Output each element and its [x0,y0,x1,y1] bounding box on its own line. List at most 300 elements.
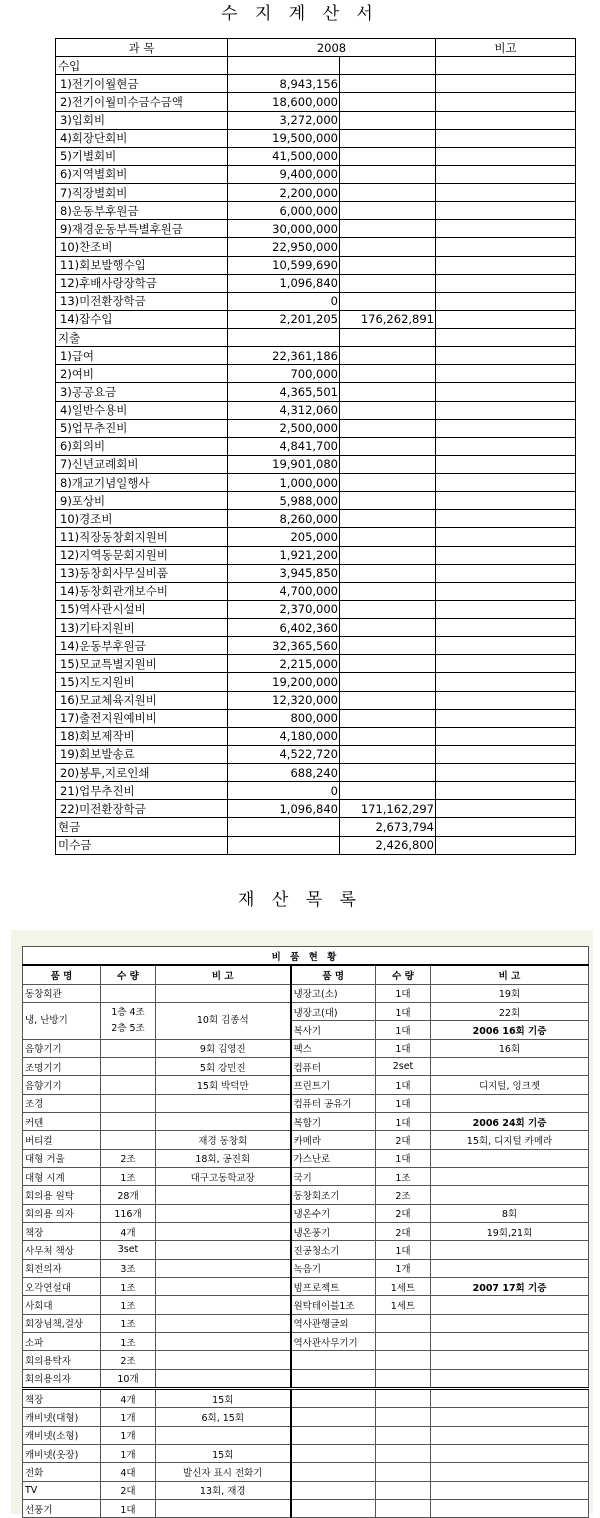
inventory-row [23,1112,589,1130]
item-note [156,1241,291,1259]
inventory-row [23,1481,589,1499]
remark-cell [436,764,576,782]
item-name: 3)입회비 [56,111,228,129]
remark-cell [436,437,576,455]
item-qty [101,1112,156,1130]
item-qty: 1대 [376,1149,431,1167]
item-qty [376,1351,431,1369]
item-amount: 1,921,200 [228,546,340,564]
item-name: 음향기기 [23,1039,101,1057]
item-name: 11)직장동창회지원비 [56,528,228,546]
item-qty [376,1499,431,1517]
expense-section-label: 지출 [56,329,228,347]
item-note: 18회, 공진회 [156,1149,291,1167]
item-name: 4)회장단회비 [56,129,228,147]
item-amount: 22,950,000 [228,238,340,256]
remark-cell [436,637,576,655]
total-cell [340,57,436,75]
item-qty [101,1057,156,1075]
item-name [291,1369,376,1388]
income-section-row [56,57,576,75]
inventory-row [23,1222,589,1240]
item-name: 커텐 [23,1112,101,1130]
income-item-row [56,184,576,202]
item-note [156,1094,291,1112]
item-qty [376,1388,431,1407]
section-total [340,165,436,183]
item-name [291,1499,376,1517]
item-name: 7)신년교례회비 [56,455,228,473]
item-note [156,1499,291,1517]
section-total [340,655,436,673]
item-qty: 1조 [101,1277,156,1295]
item-name: 냉장고(소) [291,984,376,1002]
remark-cell [436,510,576,528]
remark-cell [436,202,576,220]
item-qty: 4개 [101,1222,156,1240]
expense-item-row [56,764,576,782]
item-name: 6)회의비 [56,437,228,455]
item-note [431,1186,589,1204]
item-amount: 3,945,850 [228,564,340,582]
item-amount: 18,600,000 [228,93,340,111]
item-name: 8)운동부후원금 [56,202,228,220]
item-qty: 1대 [376,984,431,1002]
item-name: 원탁테이블1조 [291,1296,376,1314]
item-qty: 1대 [376,1002,431,1020]
expense-item-row [56,691,576,709]
income-item-row [56,129,576,147]
remark-cell [436,184,576,202]
expense-item-row [56,492,576,510]
item-amount: 1,000,000 [228,474,340,492]
item-name: 8)개교기념일행사 [56,474,228,492]
item-qty: 1대 [376,1039,431,1057]
remark-cell [436,329,576,347]
expense-item-row [56,546,576,564]
income-item-row [56,274,576,292]
item-name: 15)역사관시설비 [56,600,228,618]
income-item-row [56,256,576,274]
remark-cell [436,455,576,473]
inventory-caption-row [23,947,589,966]
item-amount: 6,402,360 [228,619,340,637]
remark-cell [436,347,576,365]
item-note [431,1314,589,1332]
remark-cell [436,818,576,836]
item-amount: 30,000,000 [228,220,340,238]
item-qty: 4대 [101,1463,156,1481]
expense-item-row [56,655,576,673]
item-qty: 2조 [101,1351,156,1369]
item-qty: 1세트 [376,1296,431,1314]
expense-item-row [56,347,576,365]
item-name: 14)잡수입 [56,310,228,328]
remark-cell [436,129,576,147]
item-amount: 2,215,000 [228,655,340,673]
item-name: 1)급여 [56,347,228,365]
expense-item-row [56,582,576,600]
note-header: 비 고 [156,965,291,984]
expense-item-row [56,383,576,401]
item-qty [376,1369,431,1388]
item-note [431,1167,589,1185]
item-amount: 8,260,000 [228,510,340,528]
item-qty [101,1039,156,1057]
item-qty: 2대 [376,1222,431,1240]
item-note: 15회, 디지털 카메라 [431,1131,589,1149]
remark-cell [436,401,576,419]
section-total [340,75,436,93]
section-total [340,437,436,455]
remark-cell [436,564,576,582]
section-total [340,220,436,238]
income-item-row [56,220,576,238]
item-qty: 116개 [101,1204,156,1222]
item-name: 팩스 [291,1039,376,1057]
section-total [340,528,436,546]
item-note: 디지털, 잉크젯 [431,1076,589,1094]
item-note: 2006 16회 기증 [431,1021,589,1039]
item-name: 음향기기 [23,1076,101,1094]
remark-cell [436,528,576,546]
item-name: 12)지역동문회지원비 [56,546,228,564]
expense-item-row [56,619,576,637]
item-name: 10)경조비 [56,510,228,528]
remark-cell [436,111,576,129]
item-note [156,984,291,1002]
item-name: 회의용의자 [23,1369,101,1388]
item-name: 17)출전지원예비비 [56,709,228,727]
item-amount: 205,000 [228,528,340,546]
item-qty: 1조 [101,1332,156,1350]
item-note: 15회 박덕만 [156,1076,291,1094]
item-qty: 1층 4조 2층 5조 [101,1002,156,1039]
item-note [431,1241,589,1259]
item-qty: 1개 [101,1408,156,1426]
amount-cell [228,818,340,836]
item-qty [376,1481,431,1499]
inventory-row [23,1369,589,1388]
item-name [291,1481,376,1499]
item-note: 대구고동학교장 [156,1167,291,1185]
item-note: 발신자 표시 전화기 [156,1463,291,1481]
item-note [431,1259,589,1277]
qty-header: 수 량 [376,965,431,984]
income-item-row [56,310,576,328]
item-qty: 2조 [101,1149,156,1167]
inventory-row [23,1463,589,1481]
item-name: 역사관행글외 [291,1314,376,1332]
remark-cell [436,582,576,600]
remark-cell [436,93,576,111]
item-note: 22회 [431,1002,589,1020]
item-name: 전화 [23,1463,101,1481]
section-total [340,365,436,383]
item-note [156,1112,291,1130]
item-qty: 1개 [101,1444,156,1462]
item-qty: 1대 [376,1112,431,1130]
remark-cell [436,727,576,745]
section-total [340,383,436,401]
section-total [340,474,436,492]
item-name: 9)포상비 [56,492,228,510]
item-name: 책장 [23,1222,101,1240]
expense-item-row [56,600,576,618]
item-amount: 688,240 [228,764,340,782]
item-note: 15회 [156,1444,291,1462]
remark-cell [436,165,576,183]
item-qty: 3조 [101,1259,156,1277]
item-note [431,1499,589,1517]
item-amount: 4,841,700 [228,437,340,455]
item-name: 11)회보발행수입 [56,256,228,274]
item-amount: 12,320,000 [228,691,340,709]
item-name: 18)회보제작비 [56,727,228,745]
item-name: 조경 [23,1094,101,1112]
inventory-row [23,1259,589,1277]
inventory-row [23,1388,589,1407]
remark-cell [436,310,576,328]
remark-cell [436,546,576,564]
item-amount: 0 [228,292,340,310]
item-name [291,1463,376,1481]
item-name: 복합기 [291,1112,376,1130]
section-total [340,727,436,745]
item-note [431,1149,589,1167]
inventory-row [23,1426,589,1444]
item-amount: 9,400,000 [228,165,340,183]
asset-list-title: 재 산 목 록 [238,890,362,910]
expense-item-row [56,709,576,727]
inventory-row [23,1277,589,1295]
item-name: 컴퓨터 공유기 [291,1094,376,1112]
item-note: 9회 김영진 [156,1039,291,1057]
amount-cell [228,329,340,347]
item-qty: 4개 [101,1388,156,1407]
item-qty: 1세트 [376,1277,431,1295]
item-name [291,1408,376,1426]
item-name: 3)공공요금 [56,383,228,401]
section-total [340,401,436,419]
item-amount: 19,500,000 [228,129,340,147]
item-qty [101,984,156,1002]
income-item-row [56,292,576,310]
item-name: 냉온수기 [291,1204,376,1222]
item-name: 14)동창회관개보수비 [56,582,228,600]
section-total [340,546,436,564]
item-qty [376,1332,431,1350]
item-name [291,1426,376,1444]
item-name: 1)전기이월현금 [56,75,228,93]
inventory-row [23,1314,589,1332]
note-header: 비 고 [431,965,589,984]
item-note [431,1444,589,1462]
item-name: 냉, 난방기 [23,1002,101,1039]
inventory-row [23,1444,589,1462]
item-note [156,1277,291,1295]
item-name: 버티컬 [23,1131,101,1149]
item-note: 2007 17회 기증 [431,1277,589,1295]
total-cell [340,329,436,347]
expense-item-row [56,419,576,437]
item-name: 19)회보발송료 [56,745,228,763]
item-qty: 1대 [376,1094,431,1112]
year-header: 2008 [228,39,436,57]
item-name: 대형 시계 [23,1167,101,1185]
expense-item-row [56,455,576,473]
income-statement-title: 수 지 계 산 서 [221,4,379,24]
expense-item-row [56,745,576,763]
item-note: 5회 강민진 [156,1057,291,1075]
item-qty [101,1131,156,1149]
expense-item-row [56,510,576,528]
item-qty [376,1426,431,1444]
item-name: 오각연설대 [23,1277,101,1295]
item-name: 13)기타지원비 [56,619,228,637]
expense-item-row [56,673,576,691]
remark-cell [436,800,576,818]
section-total [340,745,436,763]
item-name: 16)모교체육지원비 [56,691,228,709]
item-note: 19회 [431,984,589,1002]
item-name: 15)모교특별지원비 [56,655,228,673]
item-amount: 8,943,156 [228,75,340,93]
item-note: 재경 동창회 [156,1131,291,1149]
item-name: 회의용 의자 [23,1204,101,1222]
inventory-row [23,1131,589,1149]
remark-cell [436,274,576,292]
item-name: TV [23,1481,101,1499]
income-item-row [56,147,576,165]
section-total [340,93,436,111]
expense-item-row [56,800,576,818]
item-name: 조명기기 [23,1057,101,1075]
section-total [340,238,436,256]
item-name: 책장 [23,1388,101,1407]
section-total [340,582,436,600]
section-total [340,673,436,691]
item-amount: 10,599,690 [228,256,340,274]
section-total: 171,162,297 [340,800,436,818]
item-note [156,1314,291,1332]
cash-total: 2,673,794 [340,818,436,836]
remark-cell [436,655,576,673]
item-name: 역사관사무기기 [291,1332,376,1350]
item-note [431,1057,589,1075]
item-amount: 2,500,000 [228,419,340,437]
remark-header: 비고 [436,39,576,57]
item-name: 회의용 원탁 [23,1186,101,1204]
inventory-table [22,946,589,1518]
item-name [291,1351,376,1369]
remark-cell [436,600,576,618]
item-note [431,1369,589,1388]
item-qty: 1대 [101,1499,156,1517]
item-amount: 41,500,000 [228,147,340,165]
item-name: 빔프로젝트 [291,1277,376,1295]
item-name: 5)기별회비 [56,147,228,165]
section-total: 176,262,891 [340,310,436,328]
income-item-row [56,165,576,183]
inventory-row [23,1039,589,1057]
item-note: 8회 [431,1204,589,1222]
item-name: 캐비넷(대형) [23,1408,101,1426]
item-amount: 4,700,000 [228,582,340,600]
expense-item-row [56,528,576,546]
expense-item-row [56,782,576,800]
inventory-row [23,1186,589,1204]
item-note [431,1094,589,1112]
item-name: 카메라 [291,1131,376,1149]
item-note [431,1296,589,1314]
section-total [340,184,436,202]
item-note [156,1259,291,1277]
inventory-row [23,1332,589,1350]
item-name: 21)업무추진비 [56,782,228,800]
income-item-row [56,238,576,256]
item-name [291,1444,376,1462]
expense-item-row [56,637,576,655]
section-total [340,691,436,709]
item-name: 22)미전환장학금 [56,800,228,818]
expense-section-row [56,329,576,347]
item-note [156,1296,291,1314]
section-total [340,600,436,618]
item-name: 12)후배사랑장학금 [56,274,228,292]
item-header: 품 명 [291,965,376,984]
item-note [156,1426,291,1444]
remark-cell [436,836,576,854]
item-qty: 3set [101,1241,156,1259]
item-name [291,1388,376,1407]
qty-header: 수 량 [101,965,156,984]
remark-cell [436,474,576,492]
item-amount: 4,522,720 [228,745,340,763]
item-amount: 3,272,000 [228,111,340,129]
item-name: 회전의자 [23,1259,101,1277]
item-note [156,1222,291,1240]
income-section-label: 수입 [56,57,228,75]
item-name: 복사기 [291,1021,376,1039]
item-note [431,1426,589,1444]
item-amount: 22,361,186 [228,347,340,365]
item-name: 2)여비 [56,365,228,383]
item-qty [101,1076,156,1094]
item-name: 선풍기 [23,1499,101,1517]
item-name: 9)재경운동부특별후원금 [56,220,228,238]
item-note [431,1388,589,1407]
item-note [156,1204,291,1222]
remark-cell [436,147,576,165]
item-qty [376,1408,431,1426]
item-name: 동창회조기 [291,1186,376,1204]
ledger-header-row [56,39,576,57]
item-note: 2006 24회 기증 [431,1112,589,1130]
expense-item-row [56,365,576,383]
income-statement-table [55,38,576,855]
item-qty: 1대 [376,1076,431,1094]
item-note: 16회 [431,1039,589,1057]
item-name: 냉장고(대) [291,1002,376,1020]
item-name: 대형 거울 [23,1149,101,1167]
subject-header: 과 목 [56,39,228,57]
item-amount: 1,096,840 [228,274,340,292]
item-name: 냉온풍기 [291,1222,376,1240]
item-note [431,1481,589,1499]
receivable-label: 미수금 [56,836,228,854]
item-name: 컴퓨터 [291,1057,376,1075]
